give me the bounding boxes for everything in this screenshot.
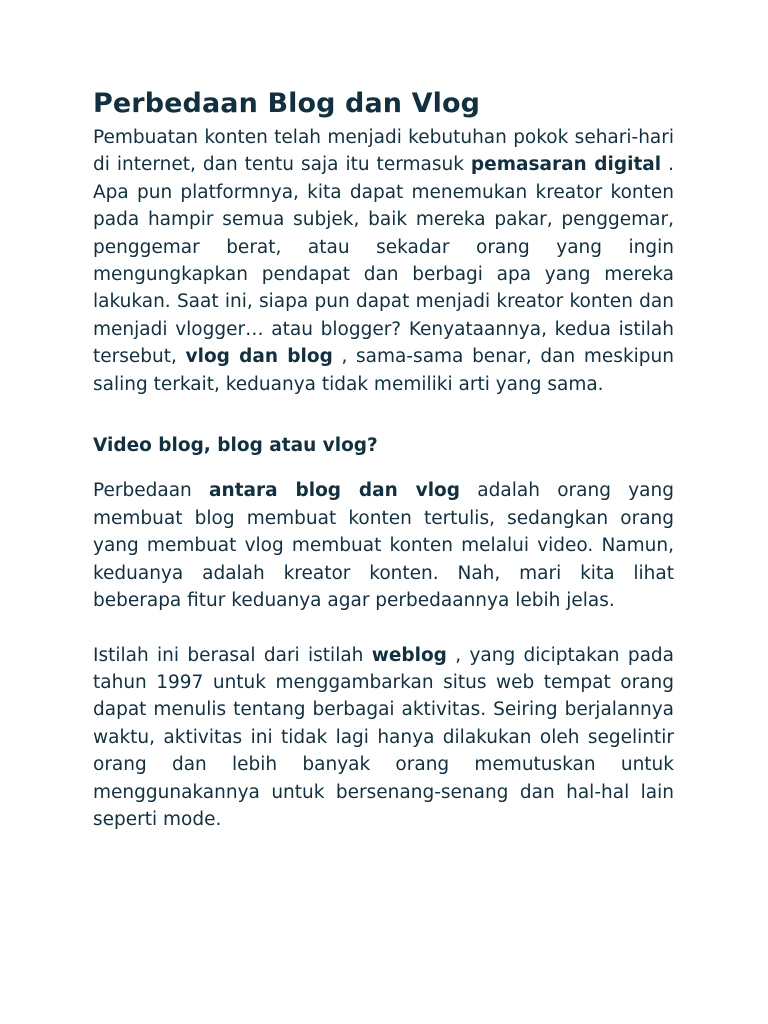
bold-term-weblog: weblog	[371, 644, 447, 666]
difference-paragraph	[93, 477, 674, 614]
weblog-paragraph	[93, 642, 674, 834]
weblog-text-2: , yang diciptakan pada tahun 1997 untuk menggambarkan situs web tempat orang dapat menulis tentang berbagai aktivitas. Seiring berjalannya waktu, aktivitas ini tidak lagi hanya dilakukan oleh segelintir orang dan lebih banyak orang memutuskan untuk menggunakannya untuk bersenang-senang dan hal-hal lain seperti mode.	[93, 644, 675, 830]
weblog-text-1: Istilah ini berasal dari istilah	[93, 644, 372, 666]
intro-text-3: , sama-sama benar, dan meskipun saling terkait, keduanya tidak memiliki arti yang sama.	[93, 346, 674, 395]
bold-term-vlog-dan-blog: vlog dan blog	[185, 346, 333, 368]
page-title: Perbedaan Blog dan Vlog	[93, 88, 481, 119]
bold-term-pemasaran-digital: pemasaran digital	[470, 154, 662, 176]
intro-text-1: Pembuatan konten telah menjadi kebutuhan pokok sehari-hari di internet, dan tentu saja itu termasuk	[93, 127, 674, 176]
intro-paragraph	[93, 124, 674, 398]
difference-text-2: adalah orang yang membuat blog membuat konten tertulis, sedangkan orang yang membuat vlog membuat konten melalui video. Namun, keduanya adalah kreator konten. Nah, mari kita lihat beberapa fitur keduanya agar perbedaannya lebih jelas.	[93, 480, 674, 612]
bold-term-antara-blog-dan-vlog: antara blog dan vlog	[209, 480, 460, 502]
difference-text-1: Perbedaan	[93, 480, 210, 502]
section-heading: Video blog, blog atau vlog?	[93, 435, 378, 457]
intro-text-2: . Apa pun platformnya, kita dapat menemukan kreator konten pada hampir semua subjek, baik mereka pakar, penggemar, penggemar berat, atau sekadar orang yang ingin mengungkapkan pendapat dan berbagi apa yang mereka lakukan. Saat ini, siapa pun dapat menjadi kreator konten dan menjadi vlogger… atau blogger? Kenyataannya, kedua istilah tersebut,	[93, 154, 674, 368]
